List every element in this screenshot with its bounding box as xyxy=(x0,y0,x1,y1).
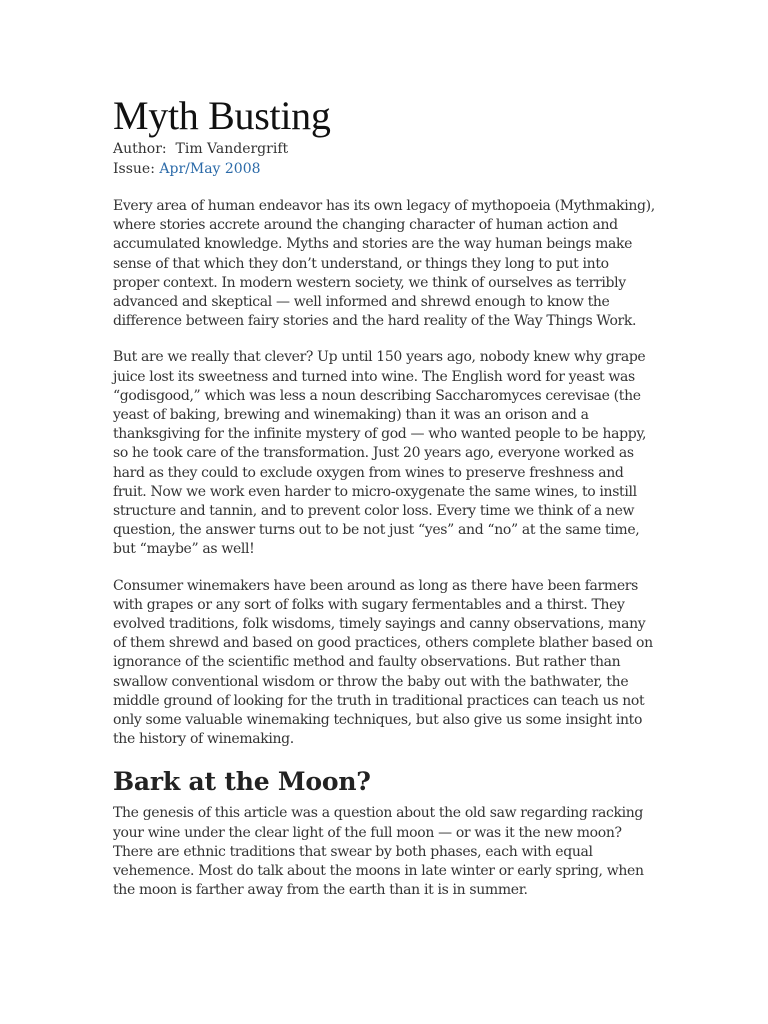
paragraph-2: But are we really that clever? Up until 150 years ago, nobody knew why grape juice lost its sweetness and turned into wine. The English word for yeast was “godisgood,” which was less a noun describing Saccharomyces cerevisae (the yeast of baking, brewing and winemaking) than it was an orison and a thanksgiving for the infinite mystery of god — who wanted people to be happy, so he took care of the transformation. Just 20 years ago, everyone worked as hard as they could to exclude oxygen from wines to preserve freshness and fruit. Now we work even harder to micro-oxygenate the same wines, to instill structure and tannin, and to prevent color loss. Every time we think of a new question, the answer turns out to be not just “yes” and “no” at the same time, but “maybe” as well! xyxy=(113,349,647,558)
section-heading: Bark at the Moon? xyxy=(113,767,371,797)
article xyxy=(113,92,658,918)
issue-link[interactable]: Apr/May 2008 xyxy=(159,161,261,177)
paragraph-1: Every area of human endeavor has its own legacy of mythopoeia (Mythmaking), where stories accrete around the changing character of human action and accumulated knowledge. Myths and stories are the way human beings make sense of that which they don’t understand, or things they long to put into proper context. In modern western society, we think of ourselves as terribly advanced and skeptical — well informed and shrewd enough to know the difference between fairy stories and the hard reality of the Way Things Work. xyxy=(113,198,655,330)
page-title: Myth Busting xyxy=(113,93,331,138)
author-line xyxy=(113,139,658,159)
issue-line xyxy=(113,159,658,179)
article-meta xyxy=(113,139,658,179)
paragraph-3: Consumer winemakers have been around as long as there have been farmers with grapes or any sort of folks with sugary fermentables and a thirst. They evolved traditions, folk wisdoms, timely sayings and canny observations, many of them shrewd and based on good practices, others complete blather based on ignorance of the scientific method and faulty observations. But rather than swallow conventional wisdom or throw the baby out with the bathwater, the middle ground of looking for the truth in traditional practices can teach us not only some valuable winemaking techniques, but also give us some insight into the history of winemaking. xyxy=(113,577,653,748)
author-name: Tim Vandergrift xyxy=(175,141,289,157)
section-paragraph-1: The genesis of this article was a question about the old saw regarding racking your wine under the clear light of the full moon — or was it the new moon? There are ethnic traditions that swear by both phases, each with equal vehemence. Most do talk about the moons in late winter or early spring, when the moon is farther away from the earth than it is in summer. xyxy=(113,805,644,899)
author-label: Author: xyxy=(113,141,167,157)
issue-label: Issue: xyxy=(113,161,155,177)
